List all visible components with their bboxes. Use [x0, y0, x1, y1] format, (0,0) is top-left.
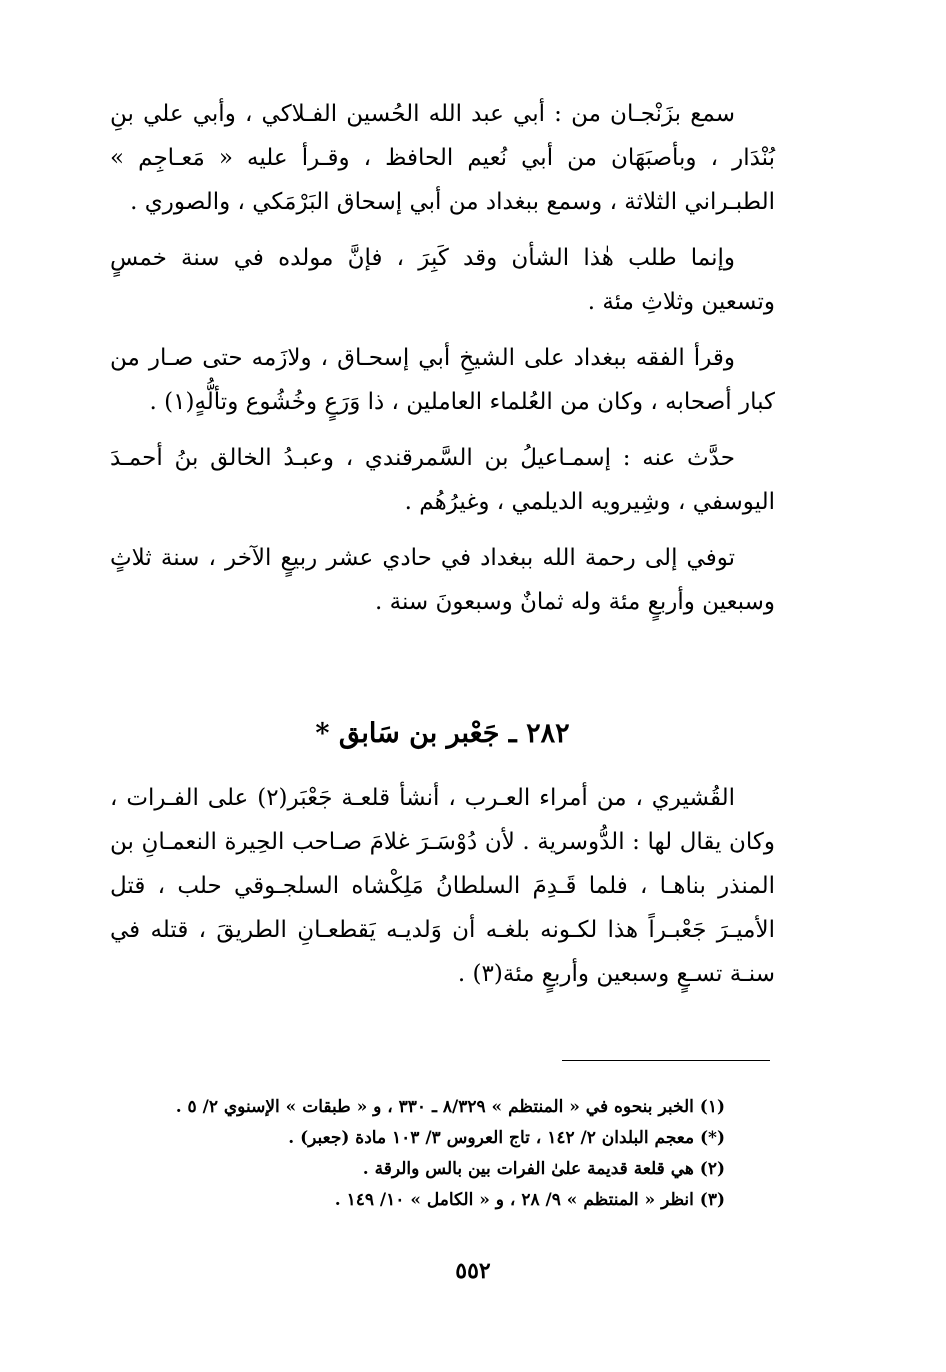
- footnote-1: (١) الخبر بنحوه في « المنتظم » ٨/٣٢٩ ـ ٣٣٠ ، و « طبقات » الإسنوي ٢/ ٥ .: [175, 1097, 725, 1117]
- footnotes: [110, 1092, 725, 1216]
- footnote-star: (*) معجم البلدان ٢/ ١٤٢ ، تاج العروس ٣/ ١٠٣ مادة (جعبر) .: [288, 1128, 725, 1148]
- page-number: ٥٥٢: [455, 1258, 491, 1284]
- footnote-separator: [562, 1060, 770, 1061]
- paragraph-3: وقرأ الفقه ببغداد على الشيخِ أبي إسحـاق ، ولازَمه حتى صـار من كبار أصحابه ، وكان من العُلماء العاملين ، ذا وَرَعٍ وخُشُوع وتألُّهٍ(١) .: [110, 345, 775, 415]
- main-text-bottom: [110, 776, 775, 1008]
- entry-heading: ٢٨٢ ـ جَعْبر بن سَابق *: [315, 718, 570, 749]
- paragraph-5: توفي إلى رحمة الله ببغداد في حادي عشر ربيعٍ الآخر ، سنة ثلاثٍ وسبعين وأربعٍ مئة وله ثمانٌ وسبعونَ سنة .: [110, 545, 775, 615]
- footnote-3: (٣) انظر « المنتظم » ٩/ ٢٨ ، و « الكامل » ١٠/ ١٤٩ .: [334, 1190, 725, 1210]
- paragraph-6: القُشيري ، من أمراء العـرب ، أنشأ قلعـة جَعْبَر(٢) على الفـرات ، وكان يقال لها : الدُّوسرية . لأن دُوْسَـرَ غلامَ صـاحب الحِيرة النعمـانِ بن المنذر بناهـا ، فلما قَـدِمَ السلطانُ مَلِكْشاه السلجـوقي حلب ، قتل الأميـرَ جَعْبـراً هذا لكـونه بلغـه أن وَلديـه يَقطعـانِ الطريقَ ، قتله في سنـة تسـعٍ وسبعين وأربعٍ مئة(٣) .: [110, 785, 775, 987]
- footnote-2: (٢) هي قلعة قديمة علىٰ الفرات بين بالس والرقة .: [362, 1159, 725, 1179]
- main-text-top: [110, 92, 775, 636]
- paragraph-4: حدَّث عنه : إسمـاعيلُ بن السَّمرقندي ، وعبـدُ الخالق بنُ أحمـدَ اليوسفي ، وشِيرويه الديلمي ، وغيرُهُم .: [110, 445, 775, 515]
- paragraph-2: وإنما طلب هٰذا الشأن وقد كَبِرَ ، فإنَّ مولده في سنة خمسٍ وتسعين وثلاثِ مئة .: [110, 245, 775, 315]
- paragraph-1: سمع بزَنْجـان من : أبي عبد الله الحُسين الفـلاكي ، وأبي علي بنِ بُنْدَار ، وبأصبَهَان من أبي نُعيم الحافظ ، وقـرأ عليه « مَعـاجِم » الطبـراني الثلاثة ، وسمع ببغداد من أبي إسحاق البَرْمَكي ، والصوري .: [110, 101, 775, 215]
